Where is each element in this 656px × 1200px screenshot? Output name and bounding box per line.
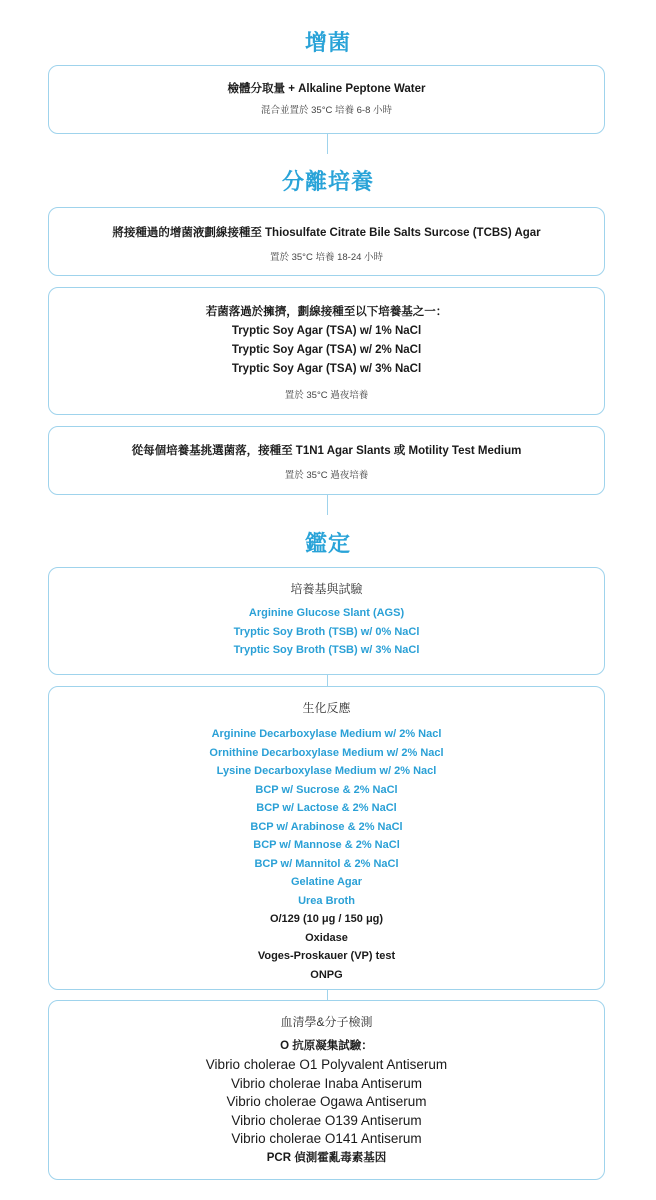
antiserum-item: Vibrio cholerae O139 Antiserum (231, 1112, 422, 1128)
section-title-identification: 鑑定 (304, 531, 351, 557)
tsa-note: 置於 35°C 過夜培養 (284, 390, 369, 401)
biochem-item: BCP w/ Mannose & 2% NaCl (253, 839, 400, 851)
antiserum-item: Vibrio cholerae O1 Polyvalent Antiserum (205, 1057, 448, 1072)
isolation-box-tcbs (48, 207, 605, 276)
enrichment-step: 檢體分取量 + Alkaline Peptone Water (227, 83, 426, 95)
biochemical-box (48, 686, 605, 990)
connector-line (327, 990, 328, 1000)
biochem-item: BCP w/ Sucrose & 2% NaCl (255, 783, 398, 796)
tcbs-note: 置於 35°C 培養 18-24 小時 (269, 252, 384, 263)
section-title-enrichment: 增菌 (304, 30, 351, 56)
biochem-test: Oxidase (305, 931, 348, 944)
slant-note: 置於 35°C 過夜培養 (284, 470, 369, 481)
biochem-item: Gelatine Agar (290, 876, 363, 888)
media-item: Tryptic Soy Broth (TSB) w/ 0% NaCl (233, 625, 420, 638)
biochemical-heading: 生化反應 (302, 701, 351, 715)
media-item: Arginine Glucose Slant (AGS) (248, 607, 405, 619)
biochem-test: O/129 (10 μg / 150 μg) (269, 913, 384, 925)
enrichment-box (48, 65, 605, 134)
biochem-item: BCP w/ Lactose & 2% NaCl (256, 802, 397, 814)
antiserum-item: Vibrio cholerae O141 Antiserum (231, 1131, 422, 1146)
serology-box (48, 1000, 605, 1180)
biochem-item: BCP w/ Arabinose & 2% NaCl (250, 820, 403, 833)
biochem-item: Urea Broth (298, 894, 355, 907)
tsa-step: 若菌落過於擁擠，劃線接種至以下培養基之一： (205, 306, 448, 318)
biochem-item: Lysine Decarboxylase Medium w/ 2% Nacl (216, 765, 437, 777)
tcbs-step: 將接種過的增菌液劃線接種至 Thiosulfate Citrate Bile Salts Surcose (TCBS) Agar (112, 227, 541, 239)
pcr-footer: PCR 偵測霍亂毒素基因 (266, 1151, 387, 1164)
biochem-item: Ornithine Decarboxylase Medium w/ 2% Nacl (209, 746, 444, 759)
media-tests-heading: 培養基與試驗 (290, 582, 363, 596)
isolation-box-tsa (48, 287, 605, 415)
media-tests-box (48, 567, 605, 675)
serology-subheading: O 抗原凝集試驗： (280, 1040, 373, 1052)
section-title-isolation: 分離培養 (281, 169, 374, 195)
media-item: Tryptic Soy Broth (TSB) w/ 3% NaCl (233, 644, 420, 656)
enrichment-note: 混合並置於 35°C 培養 6-8 小時 (260, 105, 392, 116)
tsa-item: Tryptic Soy Agar (TSA) w/ 2% NaCl (231, 344, 422, 356)
biochem-test: Voges-Proskauer (VP) test (257, 950, 396, 962)
connector-line (327, 134, 328, 154)
biochem-test: ONPG (310, 968, 343, 981)
slant-step: 從每個培養基挑選菌落，接種至 T1N1 Agar Slants 或 Motility Test Medium (131, 445, 522, 457)
biochem-item: BCP w/ Mannitol & 2% NaCl (254, 857, 399, 870)
tsa-item: Tryptic Soy Agar (TSA) w/ 3% NaCl (231, 363, 422, 375)
isolation-box-slant (48, 426, 605, 495)
connector-line (327, 495, 328, 515)
antiserum-item: Vibrio cholerae Ogawa Antiserum (226, 1094, 427, 1109)
tsa-item: Tryptic Soy Agar (TSA) w/ 1% NaCl (231, 325, 422, 337)
biochem-item: Arginine Decarboxylase Medium w/ 2% Nacl (211, 728, 442, 740)
serology-heading: 血清學&分子檢測 (280, 1015, 373, 1029)
connector-line (327, 675, 328, 686)
antiserum-item: Vibrio cholerae Inaba Antiserum (230, 1075, 423, 1091)
